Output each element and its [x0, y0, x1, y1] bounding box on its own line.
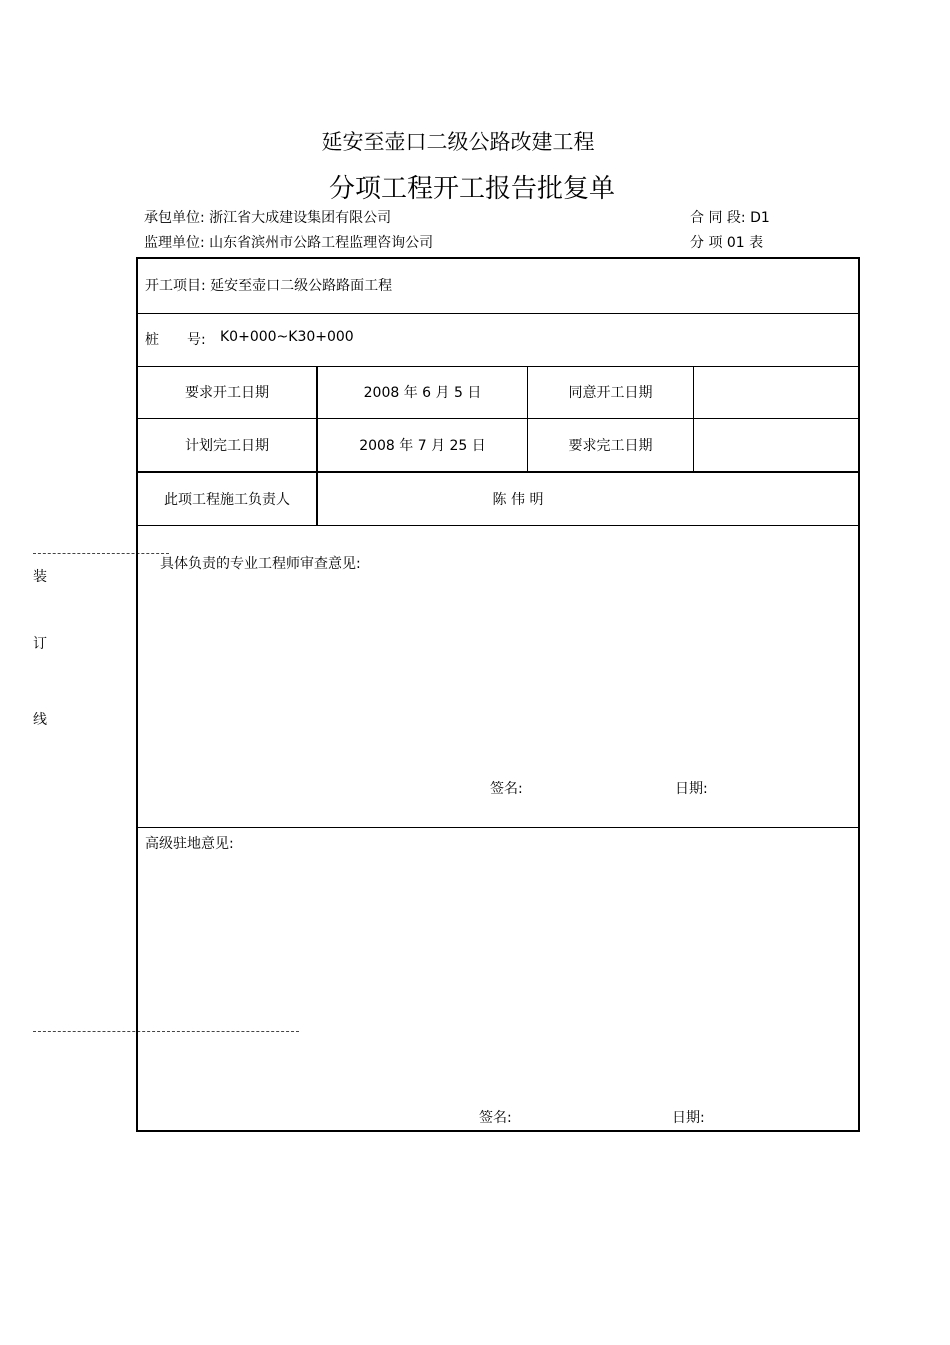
plan-finish-label: 计划完工日期 [185, 438, 269, 454]
req-finish-label: 要求完工日期 [568, 438, 653, 454]
row-divider [138, 366, 858, 367]
resident-opinion-label: 高级驻地意见: [145, 836, 234, 852]
row-divider [138, 418, 858, 419]
agree-start-label: 同意开工日期 [568, 385, 653, 401]
binding-char-3: 线 [33, 712, 47, 728]
supervisor-line: 监理单位: 山东省滨州市公路工程监理咨询公司 [144, 235, 434, 251]
stake-label: 桩 号: [145, 332, 206, 348]
form-title: 分项工程开工报告批复单 [328, 174, 615, 204]
manager-value: 陈 伟 明 [492, 492, 544, 508]
col-divider [693, 366, 694, 471]
approval-form [136, 257, 860, 1132]
binding-char-1: 装 [33, 569, 47, 585]
resident-sign-label: 签名: [479, 1110, 512, 1126]
contract-section: 合 同 段: D1 [690, 210, 770, 226]
start-item: 开工项目: 延安至壶口二级公路路面工程 [145, 278, 393, 294]
binding-char-2: 订 [33, 636, 47, 652]
contractor-line: 承包单位: 浙江省大成建设集团有限公司 [144, 210, 392, 226]
row-divider [138, 313, 858, 314]
engineer-opinion-label: 具体负责的专业工程师审查意见: [160, 556, 361, 572]
row-divider [138, 525, 858, 526]
row-divider [138, 471, 858, 473]
manager-label: 此项工程施工负责人 [164, 492, 290, 508]
plan-finish-value: 2008 年 7 月 25 日 [359, 438, 486, 454]
req-start-value: 2008 年 6 月 5 日 [363, 385, 482, 401]
row-divider [138, 827, 858, 828]
req-start-label: 要求开工日期 [185, 385, 269, 401]
resident-date-label: 日期: [672, 1110, 705, 1126]
engineer-sign-label: 签名: [490, 781, 523, 797]
form-code: 分 项 01 表 [690, 235, 764, 251]
project-name: 延安至壶口二级公路改建工程 [321, 130, 595, 154]
stake-value: K0+000~K30+000 [220, 329, 354, 345]
engineer-date-label: 日期: [675, 781, 708, 797]
